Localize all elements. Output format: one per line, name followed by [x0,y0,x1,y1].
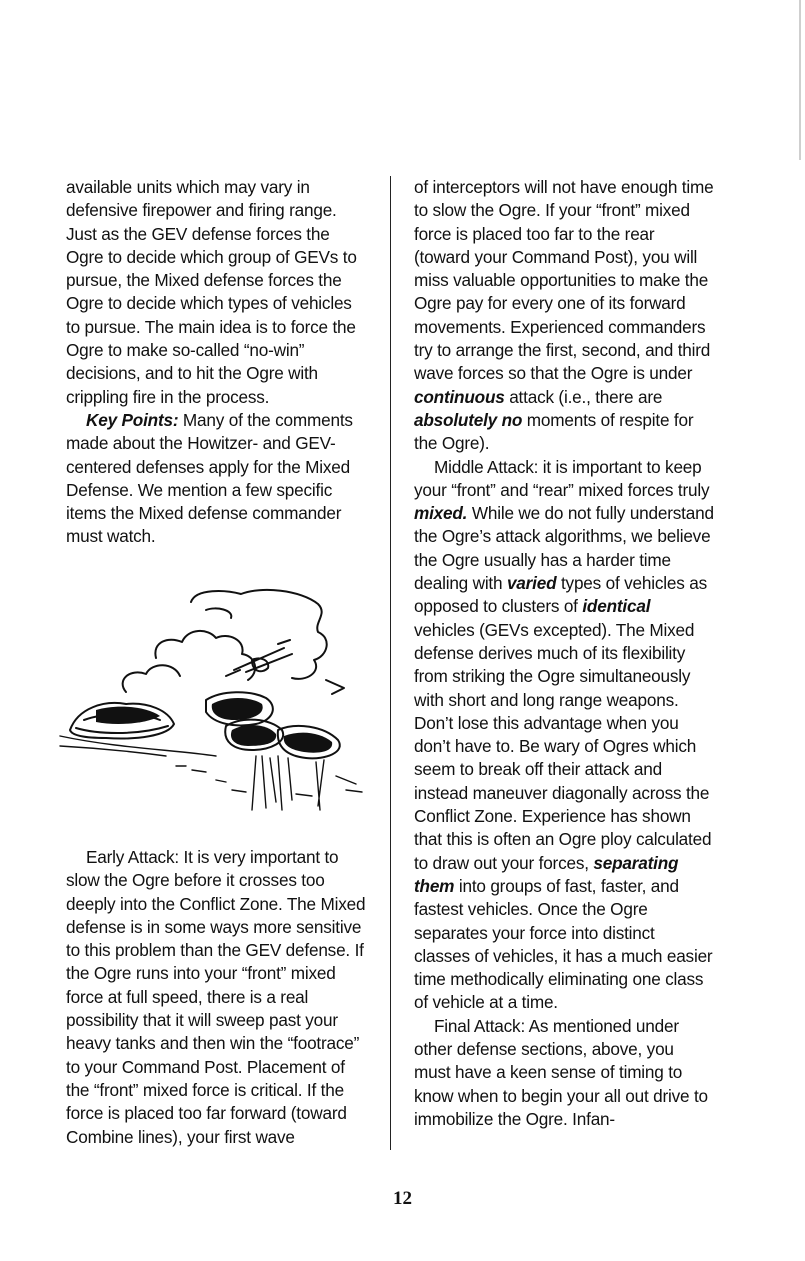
page-number: 12 [393,1188,412,1209]
text-run: moments of respite for the Ogre). [414,409,694,454]
ground-line [60,736,216,756]
final-attack-paragraph: Final Attack: As mentioned under other defense sections, above, you must have a keen sense of timing to know when to begin your all out drive to immobilize the Ogre. Infan- [414,1015,708,1129]
vegetation [252,756,324,810]
emphasis-identical: identical [582,596,651,617]
middle-attack-paragraph [414,456,714,1015]
text-run: While we do not fully understand the Ogre’s attack algorithms, we believe the Ogre usually has a harder time dealing with [414,503,714,594]
left-paragraph-2 [66,409,366,549]
smoke-cloud [206,608,231,618]
aircraft [226,640,292,676]
smoke-cloud [326,680,344,694]
text-run: Middle Attack: it is important to keep your “front” and “rear” mixed forces truly [414,456,710,500]
early-attack-paragraph: Early Attack: It is very important to slow the Ogre before it crosses too deeply into the Conflict Zone. The Mixed defense is in some ways more sensitive to this problem than the GEV defense. If the Ogre runs into your “front” mixed force at full speed, there is a real possibility that it will sweep past your heavy tanks and then win the “footrace” to your Command Post. Placement of the “front” mixed force is critical. If the force is placed too far forward (toward Combine lines), your first wave [66,847,366,1147]
key-points-text: Many of the comments made about the Howitzer- and GEV-centered defenses apply for the Mixed Defense. We mention a few specific items the Mixed defense commander must watch. [66,409,353,547]
right-column [414,176,714,1131]
page-edge-shadow [799,0,801,160]
text-run: attack (i.e., there are [504,386,663,407]
text-run: of interceptors will not have enough time to slow the Ogre. If your “front” mixed force is placed too far to the rear (toward your Command Post), you will miss valuable opportunities to make the Ogre pay for every one of its forward movements. Experienced commanders try to arrange the first, second, and third wave forces so that the Ogre is under [414,177,714,384]
left-paragraph-1: available units which may vary in defensive firepower and firing range. Just as the GEV defense forces the Ogre to decide which group of GEVs to pursue, the Mixed defense forces the Ogre to decide which types of vehicles to pursue. The main idea is to force the Ogre to make so-called “no-win” decisions, and to hit the Ogre with crippling fire in the process. [66,177,357,407]
emphasis-mixed: mixed. [414,503,468,524]
emphasis-continuous: continuous [414,386,505,407]
ground-dashes [176,766,362,796]
smoke-cloud [123,665,180,692]
right-paragraph-1 [414,176,714,456]
left-lower-column [66,846,371,1149]
column-divider [390,176,391,1150]
text-run: types of vehicles as opposed to clusters of [414,573,707,617]
smoke-cloud [155,631,255,680]
left-column [66,176,366,549]
emphasis-separating-them: separating them [414,852,679,896]
emphasis-varied: varied [506,573,557,594]
text-run: into groups of fast, faster, and fastest vehicles. Once the Ogre separates your force into distinct classes of vehicles, it has a much easier time methodically eliminating one class of vehicle at a time. [414,875,713,1013]
emphasis-absolutely-no: absolutely no [414,409,523,430]
key-points-heading: Key Points: [86,409,179,430]
battle-illustration [56,580,376,820]
text-run: vehicles (GEVs excepted). The Mixed defense derives much of its flexibility from striking the Ogre simultaneously with short and long range weapons. Don’t lose this advantage when you don’t have to. Be wary of Ogres which seem to break off their attack and instead maneuver diagonally across the Conflict Zone. Experience has shown that this is often an Ogre ploy calculated to draw out your forces, [414,619,712,873]
